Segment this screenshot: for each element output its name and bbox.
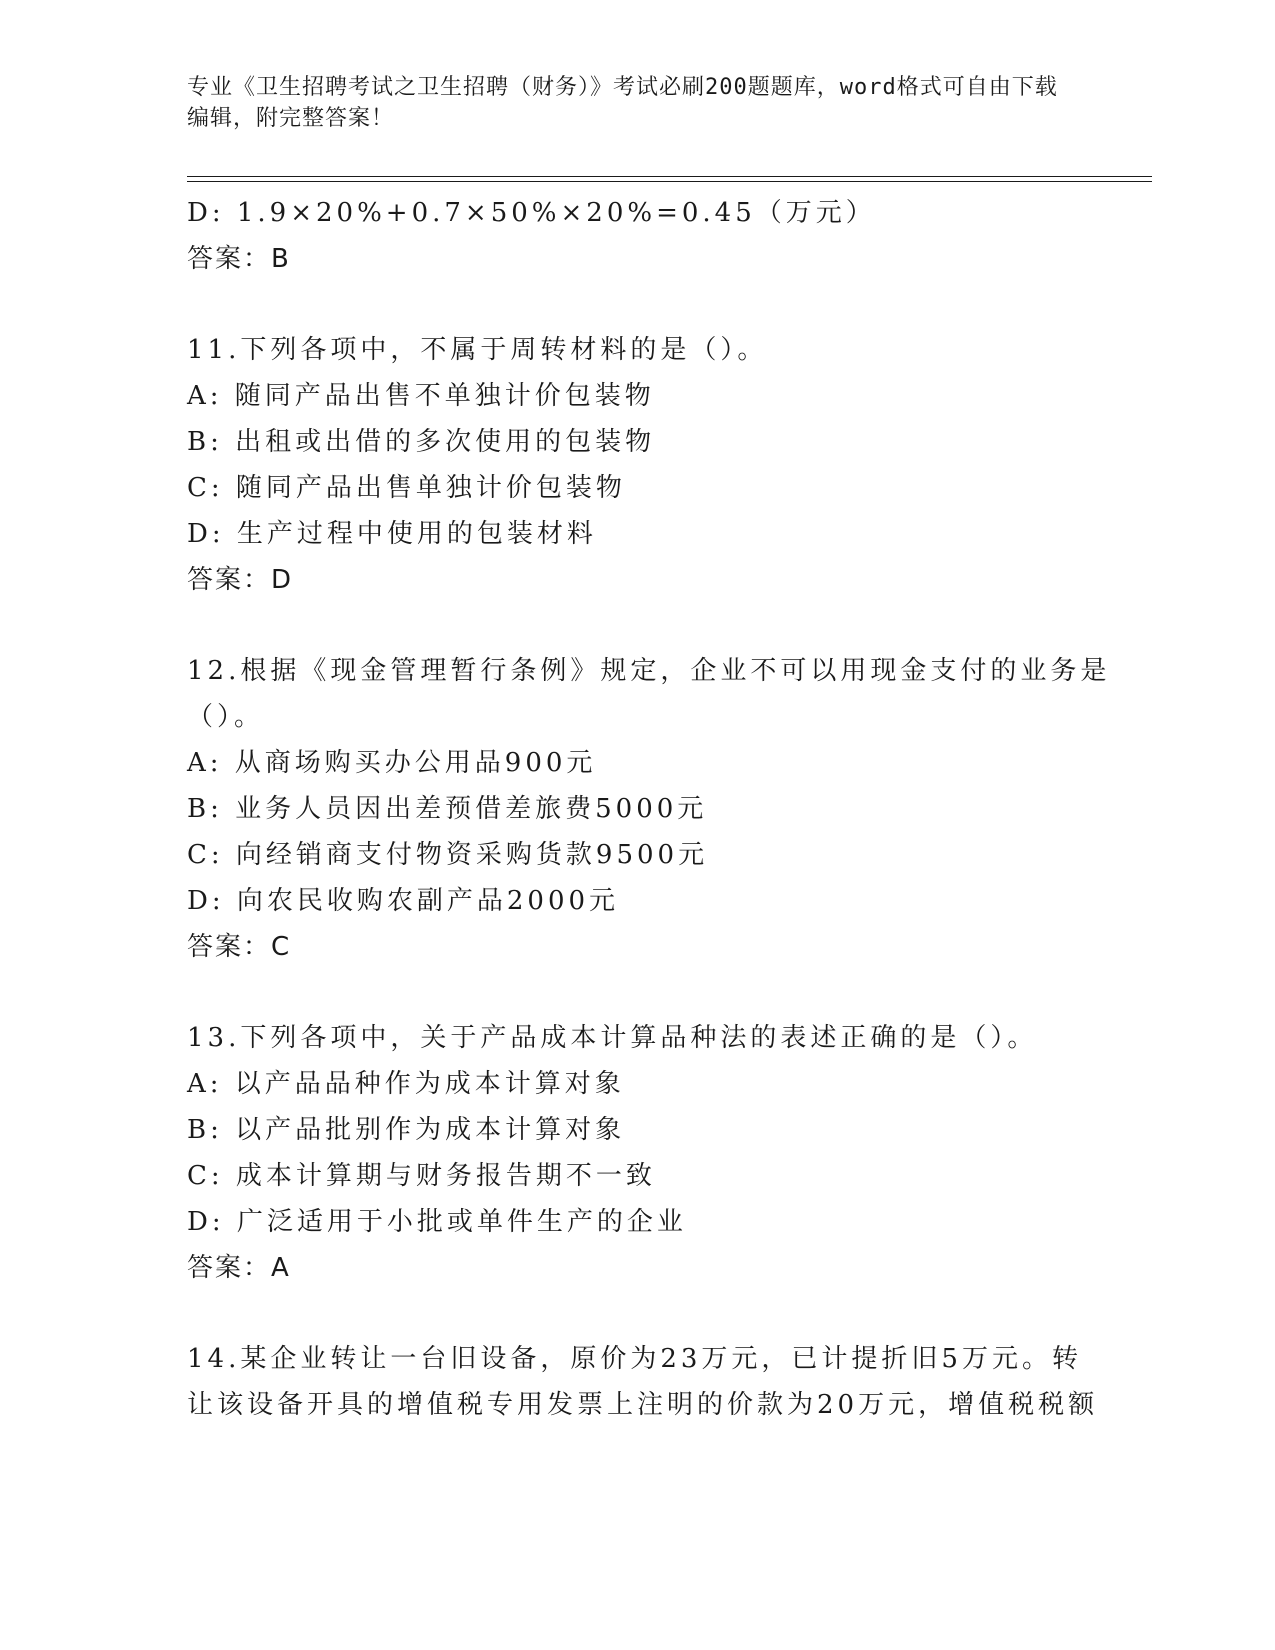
answer-line: 答案：B	[187, 244, 291, 274]
option-d: D: 向农民收购农副产品2000元	[187, 886, 620, 916]
question-12	[187, 648, 1111, 970]
option-d: D: 1.9×20%+0.7×50%×20%=0.45（万元）	[187, 198, 876, 228]
option-a: A: 以产品品种作为成本计算对象	[187, 1069, 625, 1099]
question-stem-line-1: 14.某企业转让一台旧设备，原价为23万元，已计提折旧5万元。转	[187, 1344, 1082, 1374]
document-header	[187, 72, 1067, 134]
option-d: D: 生产过程中使用的包装材料	[187, 519, 597, 549]
spacer	[187, 603, 1087, 648]
question-10-tail	[187, 190, 1087, 282]
option-a: A: 从商场购买办公用品900元	[187, 748, 597, 778]
option-c: C: 成本计算期与财务报告期不一致	[187, 1161, 656, 1191]
question-stem-line-1: 12.根据《现金管理暂行条例》规定，企业不可以用现金支付的业务是	[187, 656, 1111, 686]
answer-line: 答案：C	[187, 932, 292, 962]
answer-line: 答案：A	[187, 1253, 291, 1283]
question-stem: 11.下列各项中，不属于周转材料的是（）。	[187, 335, 768, 365]
question-stem-line-2: （）。	[187, 702, 265, 732]
option-b: B: 以产品批别作为成本计算对象	[187, 1115, 626, 1145]
option-c: C: 随同产品出售单独计价包装物	[187, 473, 626, 503]
document-title: 专业《卫生招聘考试之卫生招聘（财务）》考试必刷200题题库，word格式可自由下载编辑，附完整答案！	[187, 75, 1058, 131]
option-b: B: 出租或出借的多次使用的包装物	[187, 427, 656, 457]
question-13	[187, 1015, 1087, 1291]
option-a: A: 随同产品出售不单独计价包装物	[187, 381, 655, 411]
question-stem-line-2: 让该设备开具的增值税专用发票上注明的价款为20万元，增值税税额	[187, 1390, 1099, 1420]
answer-line: 答案：D	[187, 565, 294, 595]
question-11	[187, 327, 1087, 603]
question-list	[187, 190, 1111, 1428]
question-14	[187, 1336, 1099, 1428]
option-b: B: 业务人员因出差预借差旅费5000元	[187, 794, 708, 824]
header-divider-bottom	[187, 181, 1152, 182]
spacer	[187, 1291, 1087, 1336]
header-divider-top	[187, 176, 1152, 177]
spacer	[187, 282, 1087, 327]
option-d: D: 广泛适用于小批或单件生产的企业	[187, 1207, 687, 1237]
option-c: C: 向经销商支付物资采购货款9500元	[187, 840, 709, 870]
question-stem: 13.下列各项中，关于产品成本计算品种法的表述正确的是（）。	[187, 1023, 1038, 1053]
spacer	[187, 970, 1087, 1015]
